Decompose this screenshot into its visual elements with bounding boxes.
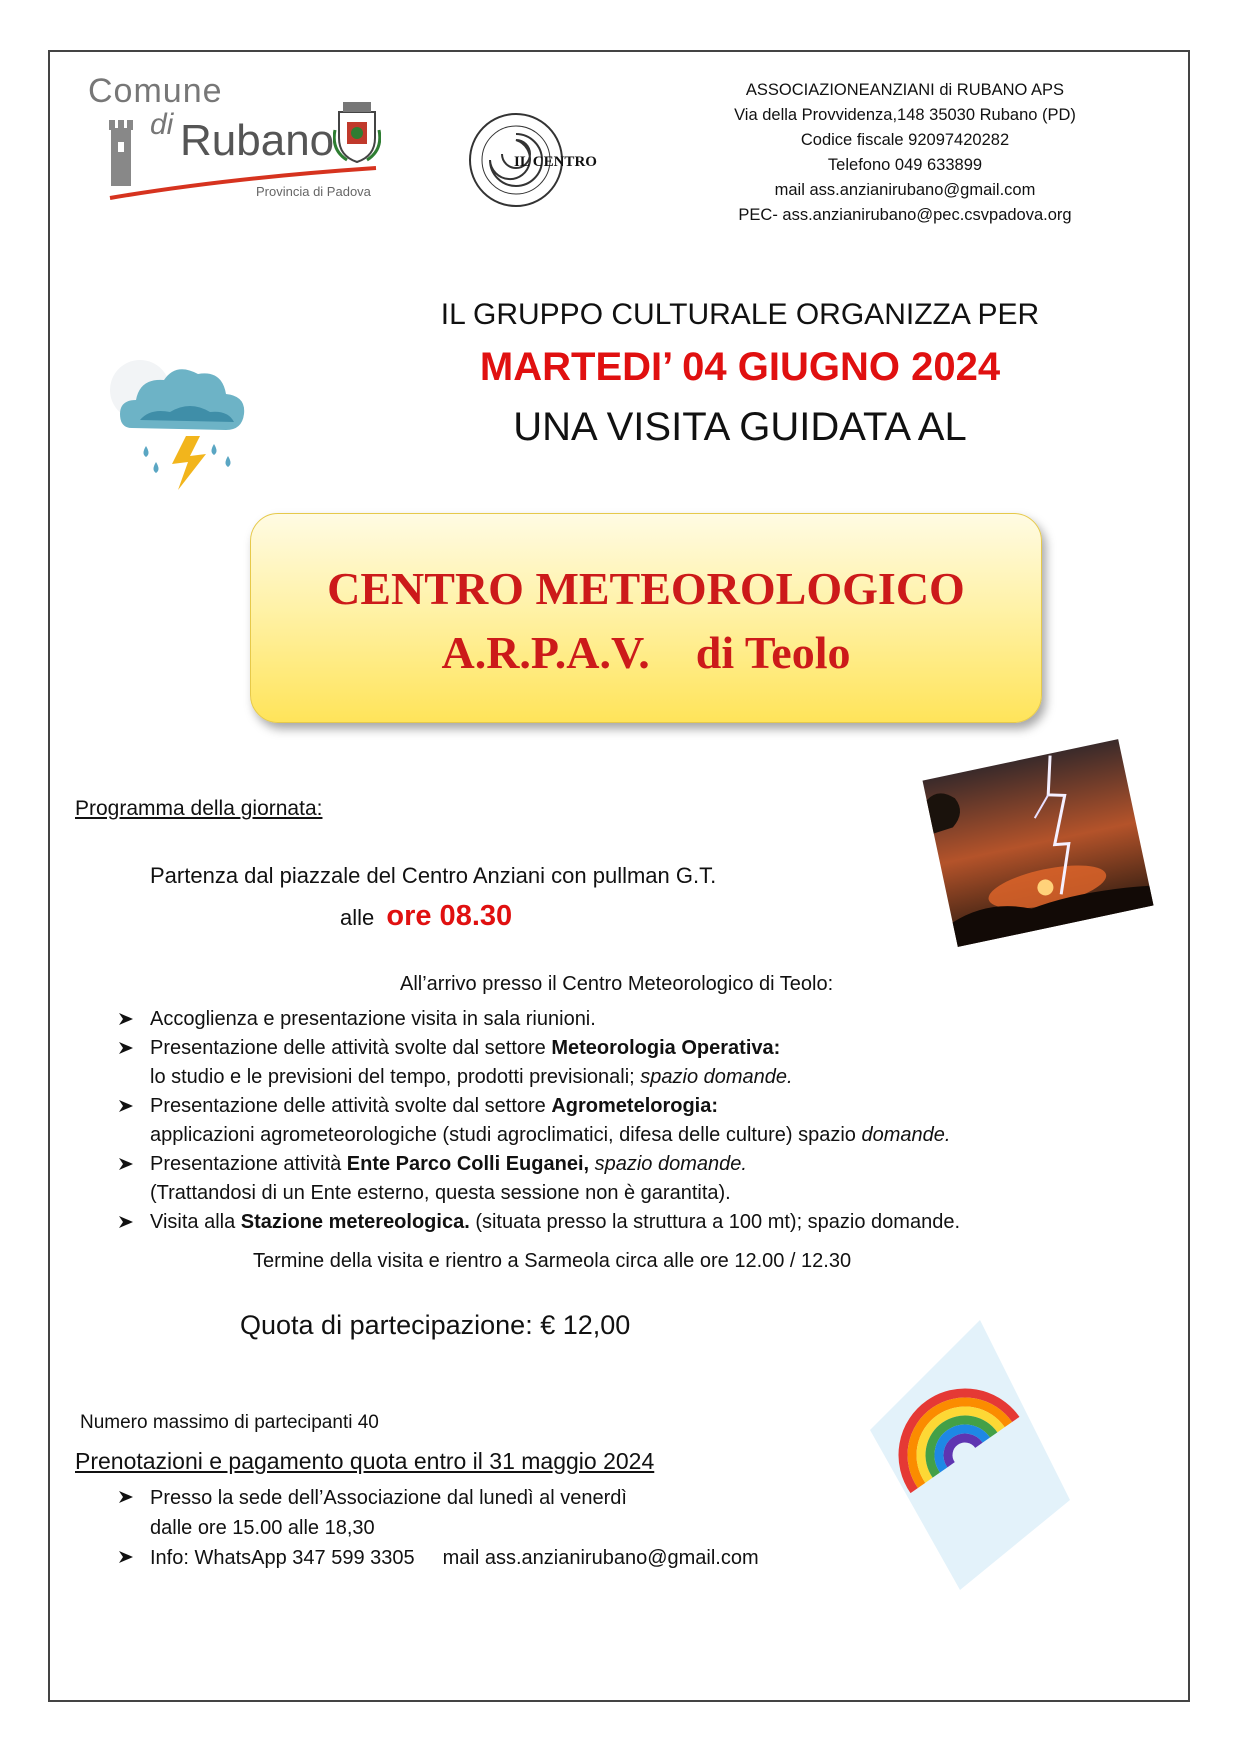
association-address: Via della Provvidenza,148 35030 Rubano (PD) bbox=[734, 106, 1076, 124]
continuation-text: applicazioni agrometeorologiche (studi agroclimatici, difesa delle culture) spazio bbox=[150, 1124, 862, 1146]
comune-text: Comune bbox=[88, 72, 223, 110]
arrowhead-icon bbox=[115, 1483, 137, 1511]
comune-logo bbox=[88, 72, 418, 207]
list-item bbox=[115, 1034, 1175, 1063]
association-cf: Codice fiscale 92097420282 bbox=[800, 131, 1010, 149]
list-item-text: Accoglienza e presentazione visita in sala riunioni. bbox=[150, 1008, 596, 1030]
arrowhead-icon bbox=[115, 1208, 137, 1236]
list-item-text: Visita alla bbox=[150, 1211, 241, 1233]
end-of-visit-text: Termine della visita e rientro a Sarmeola circa alle ore 12.00 / 12.30 bbox=[253, 1250, 852, 1272]
visit-line: UNA VISITA GUIDATA AL bbox=[513, 405, 967, 449]
list-item-bold: Meteorologia Operativa: bbox=[551, 1037, 781, 1059]
association-header bbox=[690, 78, 1120, 228]
list-item-italic: spazio domande. bbox=[589, 1153, 747, 1175]
association-pec: PEC- ass.anzianirubano@pec.csvpadova.org bbox=[738, 206, 1072, 224]
association-name: ASSOCIAZIONEANZIANI di RUBANO APS bbox=[745, 81, 1065, 99]
continuation-italic: spazio domande. bbox=[640, 1066, 793, 1088]
alle-text: alle bbox=[340, 905, 375, 930]
list-item-bold: Agrometelorogia: bbox=[551, 1095, 719, 1117]
crest-icon bbox=[333, 100, 381, 164]
list-item-text: Presentazione delle attività svolte dal settore bbox=[150, 1037, 552, 1059]
departure-time: ore 08.30 bbox=[386, 900, 513, 932]
contact-mail: mail ass.anzianirubano@gmail.com bbox=[442, 1547, 759, 1569]
whatsapp-info: Info: WhatsApp 347 599 3305 bbox=[150, 1547, 415, 1569]
storm-cloud-icon bbox=[110, 350, 260, 490]
program-list bbox=[115, 1005, 1175, 1237]
di-text: di bbox=[150, 108, 174, 141]
association-phone: Telefono 049 633899 bbox=[827, 156, 983, 174]
destination-subtitle: A.R.P.A.V. di Teolo bbox=[441, 627, 851, 678]
participation-fee: Quota di partecipazione: € 12,00 bbox=[240, 1310, 631, 1340]
arrowhead-icon bbox=[115, 1092, 137, 1120]
list-item-text-end: (situata presso la struttura a 100 mt); spazio domande. bbox=[469, 1211, 961, 1233]
provincia-text: Provincia di Padova bbox=[256, 184, 371, 199]
continuation-text: lo studio e le previsioni del tempo, prodotti previsionali; bbox=[150, 1066, 641, 1088]
association-mail: mail ass.anzianirubano@gmail.com bbox=[774, 181, 1036, 199]
continuation-italic: domande. bbox=[861, 1124, 951, 1146]
list-item bbox=[115, 1150, 1175, 1179]
list-item-continuation: dalle ore 15.00 alle 18,30 bbox=[150, 1517, 375, 1539]
arrowhead-icon bbox=[115, 1034, 137, 1062]
arrival-text: All’arrivo presso il Centro Meteorologico di Teolo: bbox=[400, 973, 834, 995]
list-item-bold: Stazione metereologica. bbox=[240, 1211, 470, 1233]
destination-box bbox=[250, 513, 1042, 723]
intro-line: IL GRUPPO CULTURALE ORGANIZZA PER bbox=[440, 298, 1040, 331]
list-item bbox=[115, 1208, 1175, 1237]
departure-time-row bbox=[340, 900, 512, 933]
list-item-continuation: (Trattandosi di un Ente esterno, questa sessione non è garantita). bbox=[150, 1182, 731, 1204]
destination-title: CENTRO METEOROLOGICO bbox=[327, 563, 965, 614]
seal-label: IL CENTRO bbox=[514, 154, 597, 170]
program-label: Programma della giornata: bbox=[75, 797, 323, 820]
list-item-text: Presentazione delle attività svolte dal settore bbox=[150, 1095, 552, 1117]
rainbow-icon bbox=[860, 1320, 1070, 1590]
arrowhead-icon bbox=[115, 1543, 137, 1571]
arrowhead-icon bbox=[115, 1005, 137, 1033]
list-item-bold: Ente Parco Colli Euganei, bbox=[346, 1153, 590, 1175]
list-item-continuation bbox=[115, 1121, 1175, 1150]
booking-title: Prenotazioni e pagamento quota entro il 31 maggio 2024 bbox=[75, 1448, 655, 1474]
event-date: MARTEDI’ 04 GIUGNO 2024 bbox=[479, 345, 1001, 389]
il-centro-seal bbox=[466, 110, 646, 210]
arrowhead-icon bbox=[115, 1150, 137, 1178]
list-item bbox=[115, 1005, 1175, 1034]
list-item-text: Presentazione attività bbox=[150, 1153, 347, 1175]
departure-text: Partenza dal piazzale del Centro Anziani con pullman G.T. bbox=[150, 863, 717, 888]
rubano-text: Rubano bbox=[180, 116, 335, 165]
list-item-continuation bbox=[115, 1063, 1175, 1092]
list-item bbox=[115, 1092, 1175, 1121]
list-item-text: Presso la sede dell’Associazione dal lunedì al venerdì bbox=[150, 1487, 627, 1509]
lightning-photo bbox=[918, 738, 1158, 948]
max-participants: Numero massimo di partecipanti 40 bbox=[80, 1412, 379, 1433]
